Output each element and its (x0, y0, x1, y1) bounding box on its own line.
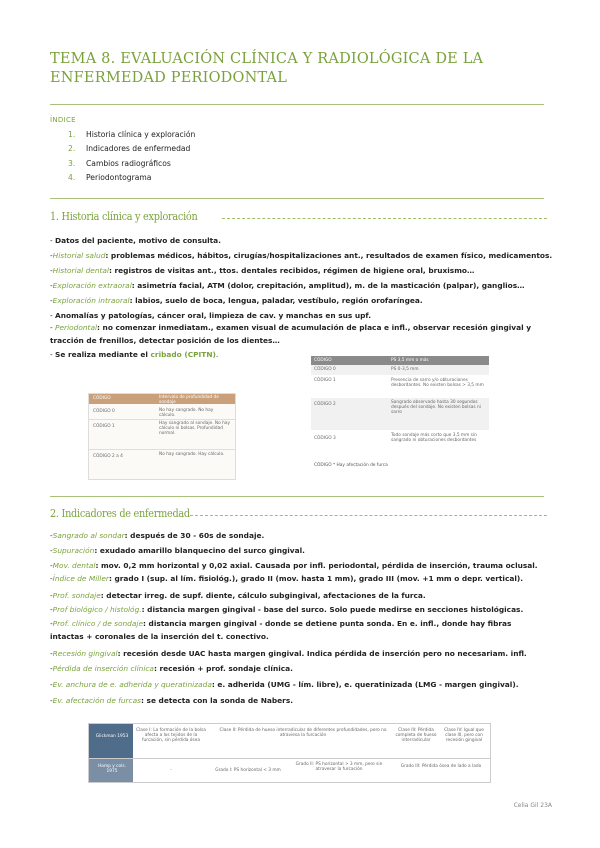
index-item[interactable]: 2. Indicadores de enfermedad (68, 144, 191, 154)
codes-table-image: CÓDIGO PS 3,5 mm o más CÓDIGO 0 PS 0-3,5 mm CÓDIGO 1 Presencia de sarro y/o obturaciones desbordantes. No existen bolsas > 3,5 mm CÓDIGO 2 Sangrado observado hasta 30 segundos después del sondaje. No existen bolsas ni sarro CÓDIGO 3 Todo sondaje más corto que 3,5 mm sin sangrado ni obturaciones desbordantes (311, 356, 489, 442)
index-item[interactable]: 4. Periodontograma (68, 173, 152, 183)
text-line: -Exploración extraoral: asimetría facial, ATM (dolor, crepitación, amplitud), m. de la masticación (palpar), ganglios… (50, 281, 525, 290)
section-heading-2: 2. Indicadores de enfermedad (50, 507, 190, 520)
text-line: -Historial salud: problemas médicos, hábitos, cirugías/hospitalizaciones ant., resultados de examen físico, medicamentos. (50, 251, 553, 260)
text-line: -Pérdida de inserción clínica: recesión + prof. sondaje clínica. (50, 664, 293, 673)
text-line: - Periodontal: no comenzar inmediatam., examen visual de acumulación de placa e infl., observar recesión gingival y (50, 323, 532, 332)
text-line: -Supuración: exudado amarillo blanquecino del surco gingival. (50, 546, 305, 555)
text-line: - Anomalías y patologías, cáncer oral, limpieza de cav. y manchas en sus upf. (50, 311, 372, 320)
section-divider (190, 515, 547, 516)
footer-author: Celia Gil 23A (513, 802, 552, 809)
cpitn-table-image: CÓDIGO Intervalo de profundidad de sondaje CÓDIGO 0 No hay sangrado. No hay cálculo. CÓDIGO 1 Hay sangrado al sondaje. No hay cálculo ni bolsas. Profundidad normal. CÓDIGO 2 a 4 No hay sangrado. Hay cálculo. (88, 393, 236, 480)
section-heading-1: 1. Historia clínica y exploración (50, 210, 198, 223)
text-line: -Exploración intraoral: labios, suelo de boca, lengua, paladar, vestíbulo, región orofaríngea. (50, 296, 423, 305)
text-line: -Prof biológico / histológ.: distancia margen gingival - base del surco. Solo puede medirse en secciones histológicas. (50, 605, 524, 614)
section-divider (222, 218, 547, 219)
index-list (68, 128, 195, 186)
section-rule (50, 496, 544, 497)
text-line: - Se realiza mediante el cribado (CPITN). (50, 350, 219, 359)
index-item[interactable]: 1. Historia clínica y exploración (68, 130, 196, 139)
page-title: TEMA 8. EVALUACIÓN CLÍNICA Y RADIOLÓGICA DE LA ENFERMEDAD PERIODONTAL (50, 51, 484, 86)
text-line: -Sangrado al sondar: después de 30 - 60s de sondaje. (50, 531, 265, 540)
text-line: -Historial dental: registros de visitas ant., ttos. dentales recibidos, régimen de higiene oral, bruxismo… (50, 266, 475, 275)
furcation-table-image: Glickman 1953 Clase I: La formación de la bolsa afecta a los tejidos de la furcación, sin pérdida ósea Clase II: Pérdida de hueso interradicular de diferentes profundidades, pero no atraviesa la furcación Clase III: Pérdida completa de hueso interradicular Clase IV: Igual que clase III, pero con recesión gingival Hamp y cols. 1975 - Grado I: PS horizontal < 3 mm Grado II: PS horizontal > 3 mm, pero sin atravesar la furcación Grado III: Pérdida ósea de lado a lado (88, 723, 491, 783)
text-line: intactas + coronales de la inserción del t. conectivo. (50, 632, 269, 641)
text-line: -Ev. anchura de e. adherida y queratinizada: e. adherida (UMG - lím. libre), e. queratinizada (LMG - margen gingival). (50, 680, 519, 689)
text-line: tracción de frenillos, detectar posición de los dientes… (50, 336, 280, 345)
text-line: -Recesión gingival: recesión desde UAC hasta margen gingival. Indica pérdida de inserción pero no necesariam. infl. (50, 649, 527, 658)
index-item[interactable]: 3. Cambios radiográficos (68, 158, 171, 168)
index-heading: ÍNDICE (50, 116, 76, 124)
text-line: -Índice de Miller: grado I (sup. al lím. fisiológ.), grado II (mov. hasta 1 mm), grado III (mov. +1 mm o depr. vertical). (50, 574, 524, 583)
codes-caption: CÓDIGO * Hay afectación de furca (314, 463, 388, 468)
text-line: -Mov. dental: mov. 0,2 mm horizontal y 0,02 axial. Causada por infl. periodontal, pérdida de inserción, trauma oclusal. (50, 561, 538, 570)
index-rule (50, 198, 544, 199)
text-line: - Datos del paciente, motivo de consulta. (50, 236, 221, 245)
text-line: -Ev. afectación de furcas: se detecta con la sonda de Nabers. (50, 696, 294, 705)
text-line: -Prof. sondaje: detectar irreg. de supf. diente, cálculo subgingival, afectaciones de la furca. (50, 591, 426, 600)
text-line: -Prof. clínico / de sondaje: distancia margen gingival - donde se detiene punta sonda. En e. infl., donde hay fibras (50, 619, 512, 628)
title-rule (50, 104, 544, 105)
